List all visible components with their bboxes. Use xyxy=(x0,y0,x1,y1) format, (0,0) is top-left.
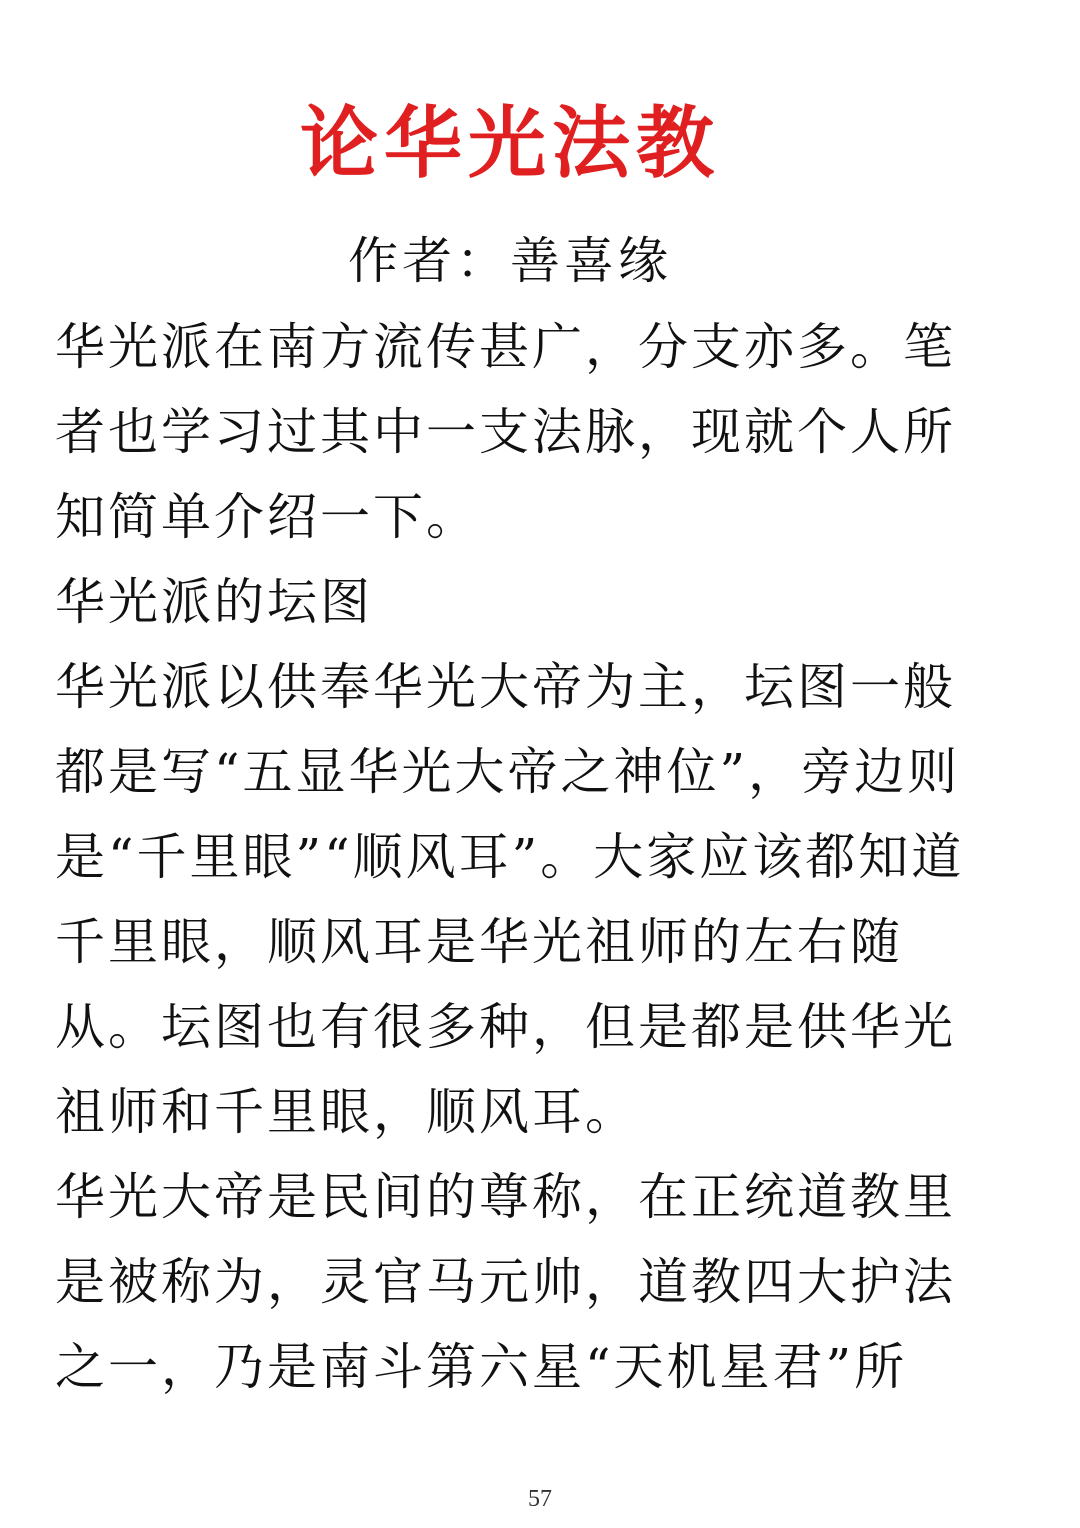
body-text xyxy=(55,305,975,1410)
page-title: 论华光法教 xyxy=(299,98,720,189)
section-heading-altar-diagram: 华光派的坛图 xyxy=(55,573,373,631)
paragraph-altar-diagram: 华光派以供奉华光大帝为主，坛图一般都是写“五显华光大帝之神位”，旁边则是“千里眼”“顺风耳”。大家应该都知道千里眼，顺风耳是华光祖师的左右随从。坛图也有很多种，但是都是供华光祖师和千里眼，顺风耳。 xyxy=(55,658,965,1141)
page-number: 57 xyxy=(528,1486,552,1512)
paragraph-huaguang-emperor: 华光大帝是民间的尊称，在正统道教里是被称为，灵官马元帅，道教四大护法之一，乃是南斗第六星“天机星君”所 xyxy=(55,1168,956,1396)
author-line: 作者：善喜缘 xyxy=(348,232,672,290)
paragraph-intro: 华光派在南方流传甚广，分支亦多。笔者也学习过其中一支法脉，现就个人所知简单介绍一下。 xyxy=(55,318,956,546)
